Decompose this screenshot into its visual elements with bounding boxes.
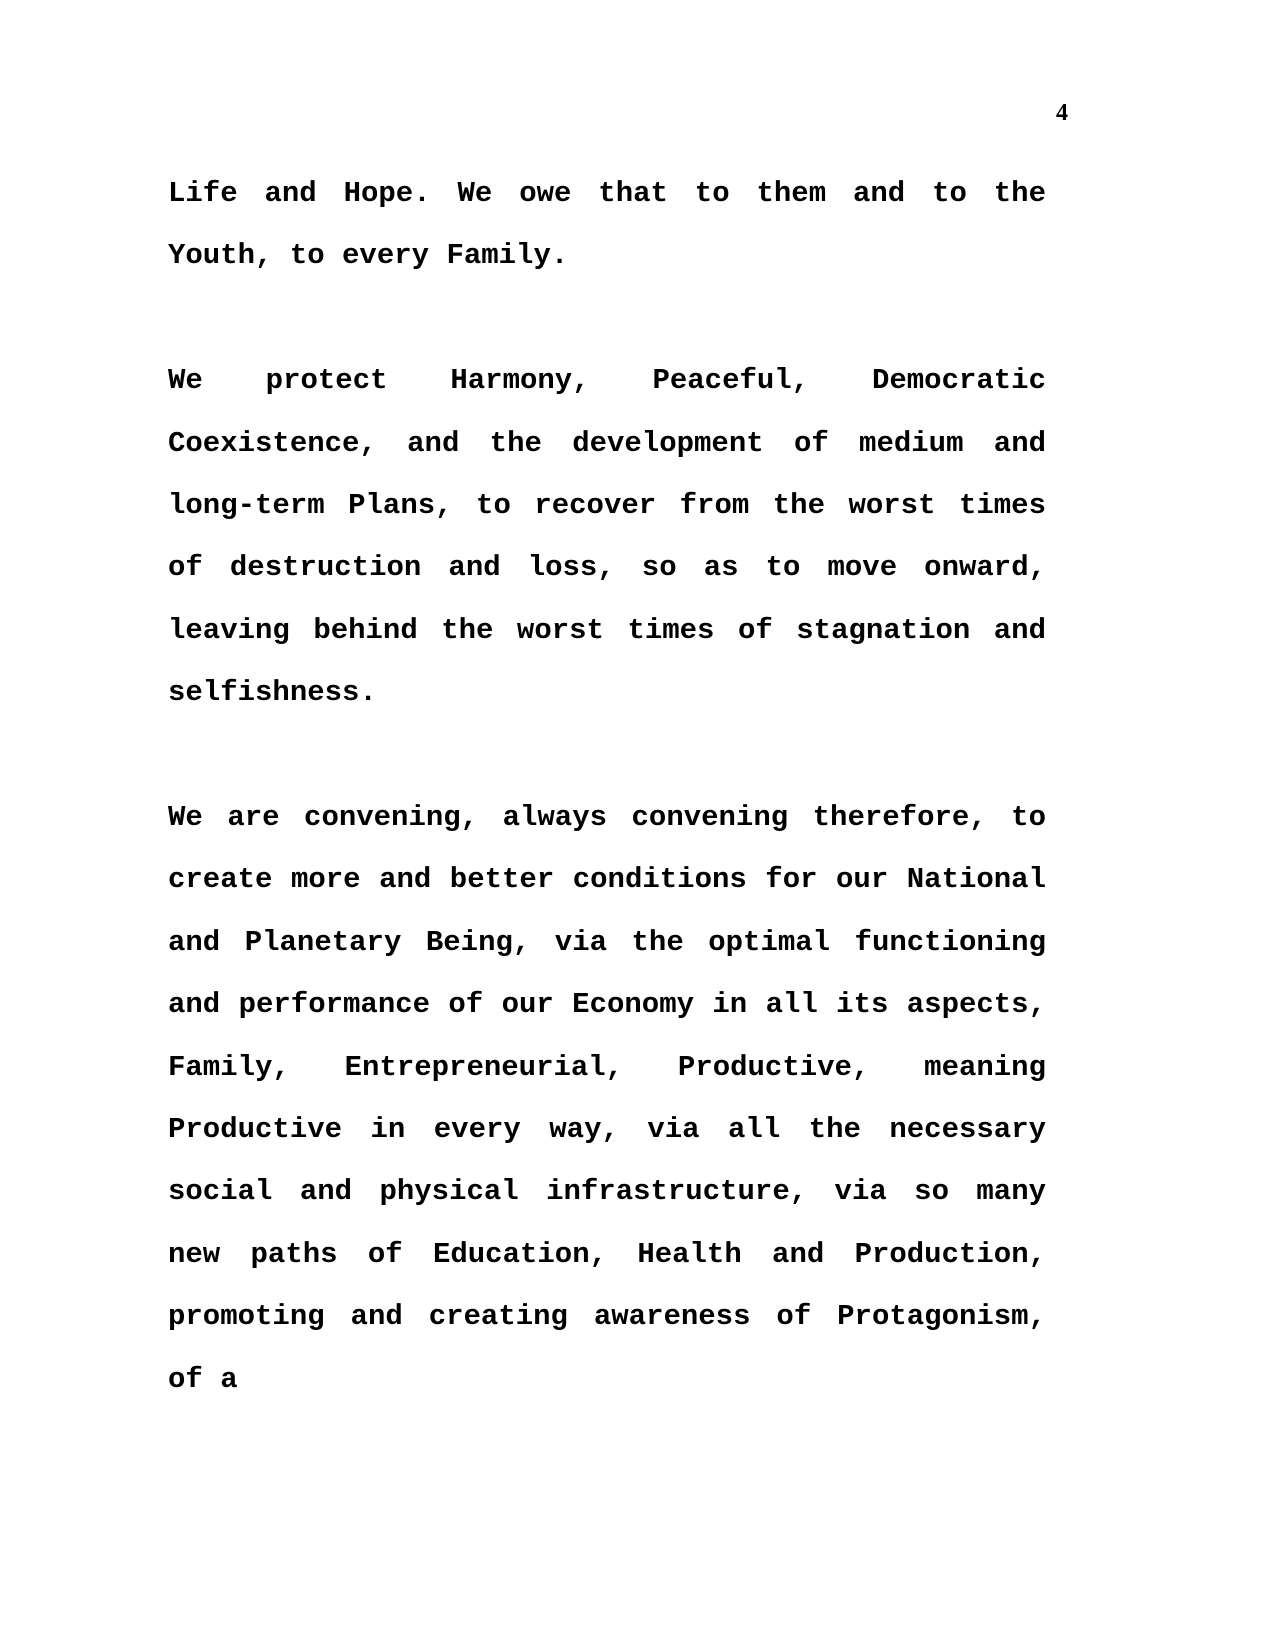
paragraph-1: Life and Hope. We owe that to them and to the Youth, to every Family. xyxy=(168,177,1046,273)
paragraph-3: We are convening, always convening therefore, to create more and better conditions for our National and Planetary Being, via the optimal functioning and performance of our Economy in all its aspects, Family, Entrepreneurial, Productive, meaning Productive in every way, via all the necessary social and physical infrastructure, via so many new paths of Education, Health and Production, promoting and creating awareness of Protagonism, of a xyxy=(168,801,1046,1396)
document-body xyxy=(168,163,1046,1411)
paragraph-2: We protect Harmony, Peaceful, Democratic Coexistence, and the development of medium and long-term Plans, to recover from the worst times of destruction and loss, so as to move onward, leaving behind the worst times of stagnation and selfishness. xyxy=(168,364,1046,710)
page-number: 4 xyxy=(1056,100,1068,126)
